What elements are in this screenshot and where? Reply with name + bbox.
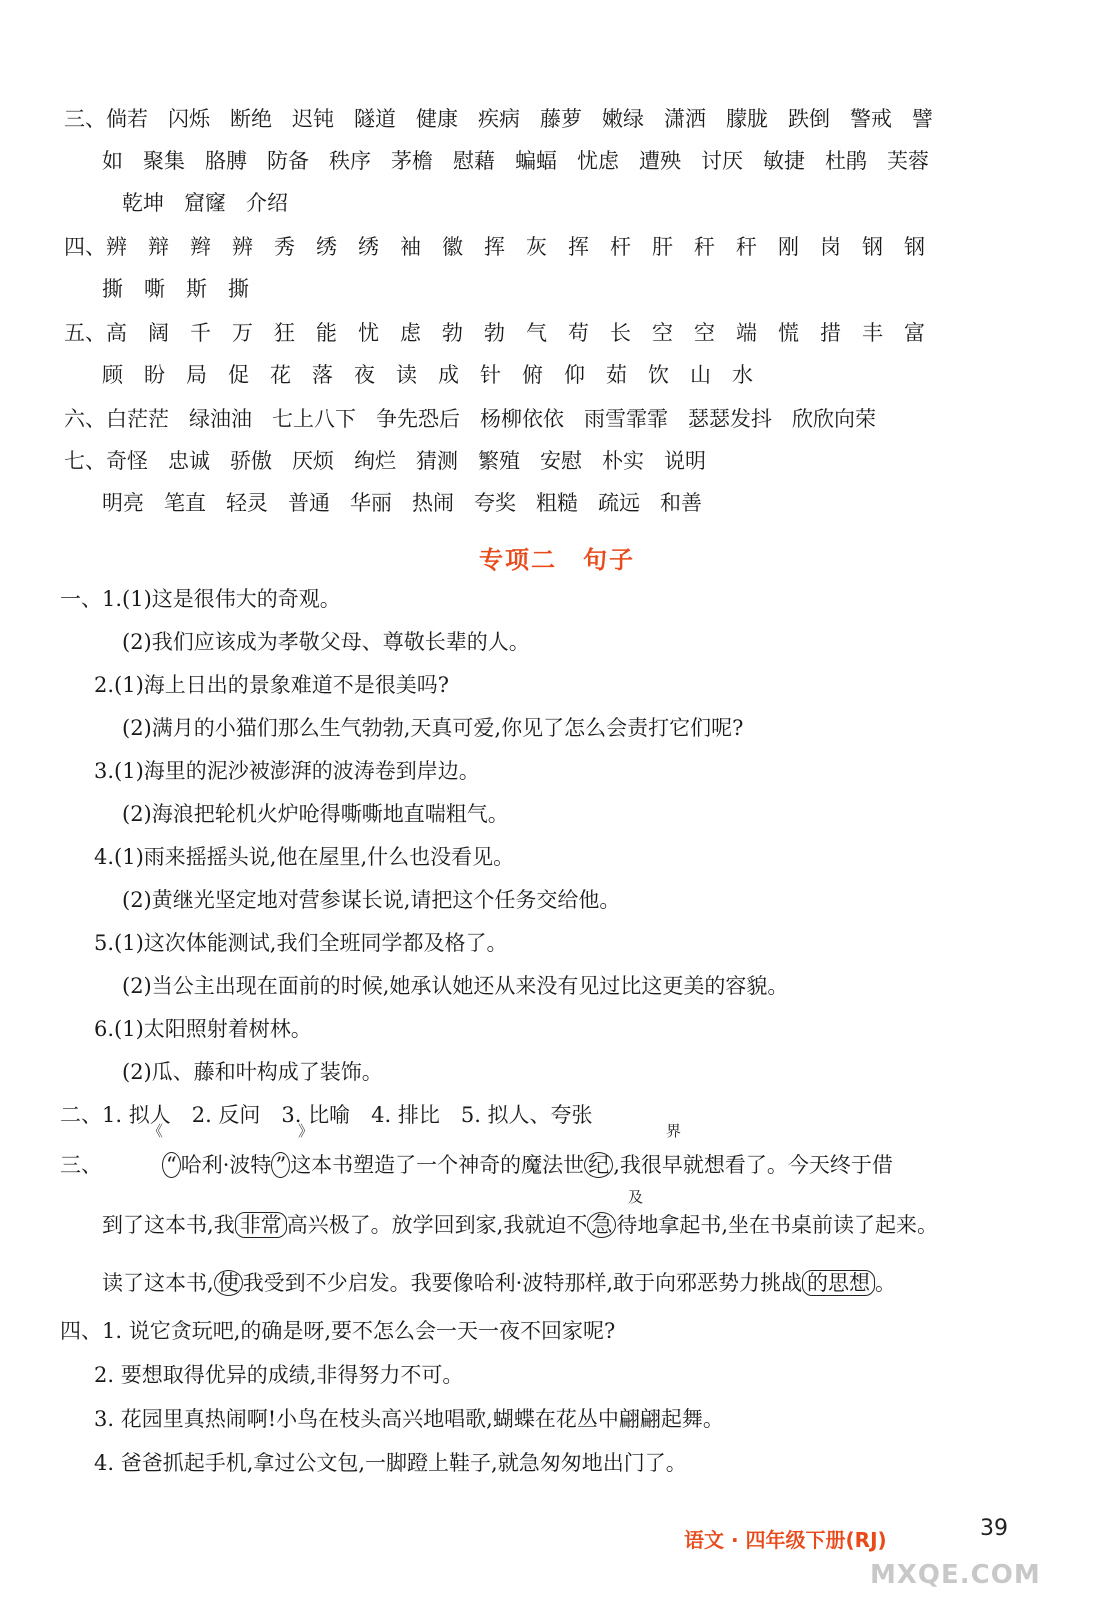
word-item: 绚烂	[354, 449, 396, 473]
word-item: 夜	[354, 363, 375, 387]
word-item: 气	[526, 321, 547, 345]
word-item: 安慰	[540, 449, 582, 473]
word-item: 遭殃	[639, 149, 681, 173]
part4-label: 四、	[60, 1319, 102, 1343]
word-item: 灰	[526, 235, 547, 259]
sec5-label: 五、	[64, 321, 106, 345]
text: 待地拿起书,坐在书桌前读了起来。	[616, 1213, 939, 1237]
word-item: 倘若	[106, 107, 148, 131]
sentence: (1)海上日出的景象难道不是很美吗?	[114, 673, 450, 697]
word-item: 挥	[568, 235, 589, 259]
word-item: 窟窿	[184, 191, 226, 215]
part1-label: 一、	[60, 587, 102, 611]
word-item: 杆	[610, 235, 631, 259]
word-item: 肝	[652, 235, 673, 259]
part2-label: 二、	[60, 1103, 102, 1127]
word-item: 警戒	[850, 107, 892, 131]
part1-item5-a	[94, 928, 507, 958]
word-item: 如	[102, 149, 123, 173]
word-item: 争先恐后	[376, 407, 460, 431]
word-item: 骄傲	[230, 449, 272, 473]
part4-item2: 2. 要想取得优异的成绩,非得努力不可。	[94, 1363, 464, 1387]
word-item: 辨	[106, 235, 127, 259]
word-item: 茅檐	[391, 149, 433, 173]
word-item: 撕	[102, 277, 123, 301]
part1-item6-a	[94, 1014, 312, 1044]
word-item: 徽	[442, 235, 463, 259]
word-item: 忧虑	[577, 149, 619, 173]
word-item: 丰	[862, 321, 883, 345]
text: 。	[875, 1271, 897, 1295]
sec4-label: 四、	[64, 235, 106, 259]
word-item: 狂	[274, 321, 295, 345]
word-item: 明亮	[102, 491, 144, 515]
item-num: 6.	[94, 1017, 115, 1041]
item-num: 3.	[94, 759, 115, 783]
word-item: 茹	[606, 363, 627, 387]
word-item: 轻灵	[226, 491, 268, 515]
word-item: 雨雪霏霏	[584, 407, 668, 431]
word-item: 刚	[778, 235, 799, 259]
word-item: 空	[652, 321, 673, 345]
word-item: 白茫茫	[106, 407, 169, 431]
word-item: 跌倒	[788, 107, 830, 131]
note-close-mark: 》	[298, 1122, 314, 1140]
text: 高兴极了。放学回到家,我就迫不	[286, 1213, 588, 1237]
word-item: 措	[820, 321, 841, 345]
sec3-row3	[122, 188, 308, 218]
word-item: 辨	[232, 235, 253, 259]
word-item: 迟钝	[292, 107, 334, 131]
word-item: 辩	[148, 235, 169, 259]
word-item: 绿油油	[189, 407, 252, 431]
word-item: 饮	[648, 363, 669, 387]
word-item: 能	[316, 321, 337, 345]
word-item: 绣	[358, 235, 379, 259]
word-item: 夸奖	[474, 491, 516, 515]
word-item: 乾坤	[122, 191, 164, 215]
sec7-row2	[102, 488, 722, 518]
part1-item3-b: (2)海浪把轮机火炉呛得嘶嘶地直喘粗气。	[122, 802, 509, 826]
item-num: 4.	[94, 845, 115, 869]
word-item: 介绍	[246, 191, 288, 215]
word-item: 疏远	[598, 491, 640, 515]
sec3-row1	[64, 104, 973, 134]
part1-item4-b: (2)黄继光坚定地对营参谋长说,请把这个任务交给他。	[122, 888, 621, 912]
word-item: 秆	[736, 235, 757, 259]
sec5-row1	[64, 318, 967, 348]
word-item: 敏捷	[763, 149, 805, 173]
text: 读了这本书,	[102, 1271, 214, 1295]
word-item: 芙蓉	[887, 149, 929, 173]
part1-item6-b: (2)瓜、藤和叶构成了装饰。	[122, 1060, 383, 1084]
note-open-mark: 《	[148, 1122, 164, 1140]
part4-item3: 3. 花园里真热闹啊!小鸟在枝头高兴地唱歌,蝴蝶在花丛中翩翩起舞。	[94, 1407, 724, 1431]
word-item: 厌烦	[292, 449, 334, 473]
word-item: 苟	[568, 321, 589, 345]
word-item: 辫	[190, 235, 211, 259]
part1-item1-b: (2)我们应该成为孝敬父母、尊敬长辈的人。	[122, 630, 530, 654]
text: 这本书塑造了一个神奇的魔法世	[290, 1153, 585, 1177]
word-item: 水	[732, 363, 753, 387]
word-item: 忧	[358, 321, 379, 345]
word-item: 和善	[660, 491, 702, 515]
sec3-label: 三、	[64, 107, 106, 131]
part4-item1	[60, 1316, 615, 1346]
part3-line3	[102, 1268, 896, 1298]
sec7-row1	[64, 446, 746, 476]
word-item: 防备	[267, 149, 309, 173]
word-item: 成	[438, 363, 459, 387]
word-item: 繁殖	[478, 449, 520, 473]
mark-sixiang: 的思想	[802, 1270, 875, 1296]
word-item: 忠诚	[168, 449, 210, 473]
part3-line1	[60, 1150, 893, 1180]
word-item: 局	[186, 363, 207, 387]
word-item: 落	[312, 363, 333, 387]
text: 我受到不少启发。我要像哈利·波特那样,敢于向邪恶势力挑战	[242, 1271, 803, 1295]
word-item: 瑟瑟发抖	[688, 407, 772, 431]
word-item: 隧道	[354, 107, 396, 131]
word-item: 粗糙	[536, 491, 578, 515]
item-num: 5.	[94, 931, 115, 955]
word-item: 秀	[274, 235, 295, 259]
word-item: 虑	[400, 321, 421, 345]
word-item: 万	[232, 321, 253, 345]
sec6-row1	[64, 404, 916, 434]
section-title: 专项二 句子	[479, 546, 635, 574]
word-item: 潇洒	[664, 107, 706, 131]
word-item: 顾	[102, 363, 123, 387]
text: 到了这本书,我	[102, 1213, 235, 1237]
word-item: 七上八下	[272, 407, 356, 431]
word-item: 山	[690, 363, 711, 387]
sentence: (1)这是很伟大的奇观。	[122, 587, 341, 611]
word-item: 千	[190, 321, 211, 345]
word-item: 譬	[912, 107, 933, 131]
word-item: 闪烁	[168, 107, 210, 131]
word-item: 朦胧	[726, 107, 768, 131]
sentence: (1)这次体能测试,我们全班同学都及格了。	[114, 931, 508, 955]
word-item: 说明	[664, 449, 706, 473]
text: ,我很早就想看了。今天终于借	[613, 1153, 893, 1177]
word-item: 胳膊	[205, 149, 247, 173]
word-item: 撕	[228, 277, 249, 301]
sec6-label: 六、	[64, 407, 106, 431]
part1-item2-b: (2)满月的小猫们那么生气勃勃,天真可爱,你见了怎么会责打它们呢?	[122, 716, 744, 740]
word-item: 盼	[144, 363, 165, 387]
sentence: (1)海里的泥沙被澎湃的波涛卷到岸边。	[114, 759, 480, 783]
word-item: 挥	[484, 235, 505, 259]
word-item: 空	[694, 321, 715, 345]
word-item: 钢	[904, 235, 925, 259]
word-item: 热闹	[412, 491, 454, 515]
word-item: 慰藉	[453, 149, 495, 173]
word-item: 绣	[316, 235, 337, 259]
quote-open-mark: “	[162, 1152, 181, 1178]
part4-item4: 4. 爸爸抓起手机,拿过公文包,一脚蹬上鞋子,就急匆匆地出门了。	[94, 1451, 687, 1475]
word-item: 杨柳依依	[480, 407, 564, 431]
mark-ji: 纪	[584, 1152, 613, 1178]
word-item: 读	[396, 363, 417, 387]
word-item: 笔直	[164, 491, 206, 515]
part1-item2-a	[94, 670, 449, 700]
note-ji: 及	[628, 1188, 644, 1206]
word-item: 疾病	[478, 107, 520, 131]
mark-feichang: 非常	[235, 1212, 287, 1238]
word-item: 嘶	[144, 277, 165, 301]
word-item: 朴实	[602, 449, 644, 473]
word-item: 长	[610, 321, 631, 345]
page-number: 39	[980, 1516, 1008, 1541]
part1-item1-a	[60, 584, 341, 614]
word-item: 讨厌	[701, 149, 743, 173]
word-item: 袖	[400, 235, 421, 259]
part1-item5-b: (2)当公主出现在面前的时候,她承认她还从来没有见过比这更美的容貌。	[122, 974, 789, 998]
sec3-row2	[102, 146, 949, 176]
word-item: 俯	[522, 363, 543, 387]
word-item: 端	[736, 321, 757, 345]
word-item: 针	[480, 363, 501, 387]
part3-line2	[102, 1210, 938, 1240]
word-item: 秩序	[329, 149, 371, 173]
word-item: 富	[904, 321, 925, 345]
word-item: 杜鹃	[825, 149, 867, 173]
word-item: 欣欣向荣	[792, 407, 876, 431]
word-item: 钢	[862, 235, 883, 259]
word-item: 普通	[288, 491, 330, 515]
sentence: (1)雨来摇摇头说,他在屋里,什么也没看见。	[114, 845, 515, 869]
part2-text: 1. 拟人 2. 反问 3. 比喻 4. 排比 5. 拟人、夸张	[102, 1103, 593, 1127]
word-item: 藤萝	[540, 107, 582, 131]
part3-label: 三、	[60, 1153, 102, 1177]
note-jie: 界	[666, 1122, 682, 1140]
word-item: 阔	[148, 321, 169, 345]
sec4-row2	[102, 274, 270, 304]
word-item: 慌	[778, 321, 799, 345]
word-item: 华丽	[350, 491, 392, 515]
footer-subject: 语文 · 四年级下册(RJ)	[684, 1528, 887, 1552]
word-item: 蝙蝠	[515, 149, 557, 173]
item-num: 1.	[102, 587, 123, 611]
word-item: 秆	[694, 235, 715, 259]
word-item: 健康	[416, 107, 458, 131]
part2	[60, 1100, 593, 1130]
word-item: 奇怪	[106, 449, 148, 473]
word-item: 断绝	[230, 107, 272, 131]
part1-item3-a	[94, 756, 480, 786]
part1-item4-a	[94, 842, 514, 872]
sec7-label: 七、	[64, 449, 106, 473]
sentence: (1)太阳照射着树林。	[114, 1017, 312, 1041]
item-num: 2.	[94, 673, 115, 697]
watermark: MXQE.COM	[870, 1560, 1041, 1590]
word-item: 聚集	[143, 149, 185, 173]
word-item: 勃	[484, 321, 505, 345]
sentence: 1. 说它贪玩吧,的确是呀,要不怎么会一天一夜不回家呢?	[102, 1319, 616, 1343]
word-item: 岗	[820, 235, 841, 259]
mark-shi: 使	[214, 1270, 243, 1296]
word-item: 促	[228, 363, 249, 387]
word-item: 高	[106, 321, 127, 345]
word-item: 勃	[442, 321, 463, 345]
word-item: 斯	[186, 277, 207, 301]
quote-close-mark: ”	[271, 1152, 290, 1178]
word-item: 花	[270, 363, 291, 387]
sec5-row2	[102, 360, 774, 390]
word-item: 猜测	[416, 449, 458, 473]
word-item: 嫩绿	[602, 107, 644, 131]
word-item: 仰	[564, 363, 585, 387]
sec4-row1	[64, 232, 967, 262]
book-title: 哈利·波特	[180, 1153, 272, 1177]
mark-ji2: 急	[587, 1212, 616, 1238]
